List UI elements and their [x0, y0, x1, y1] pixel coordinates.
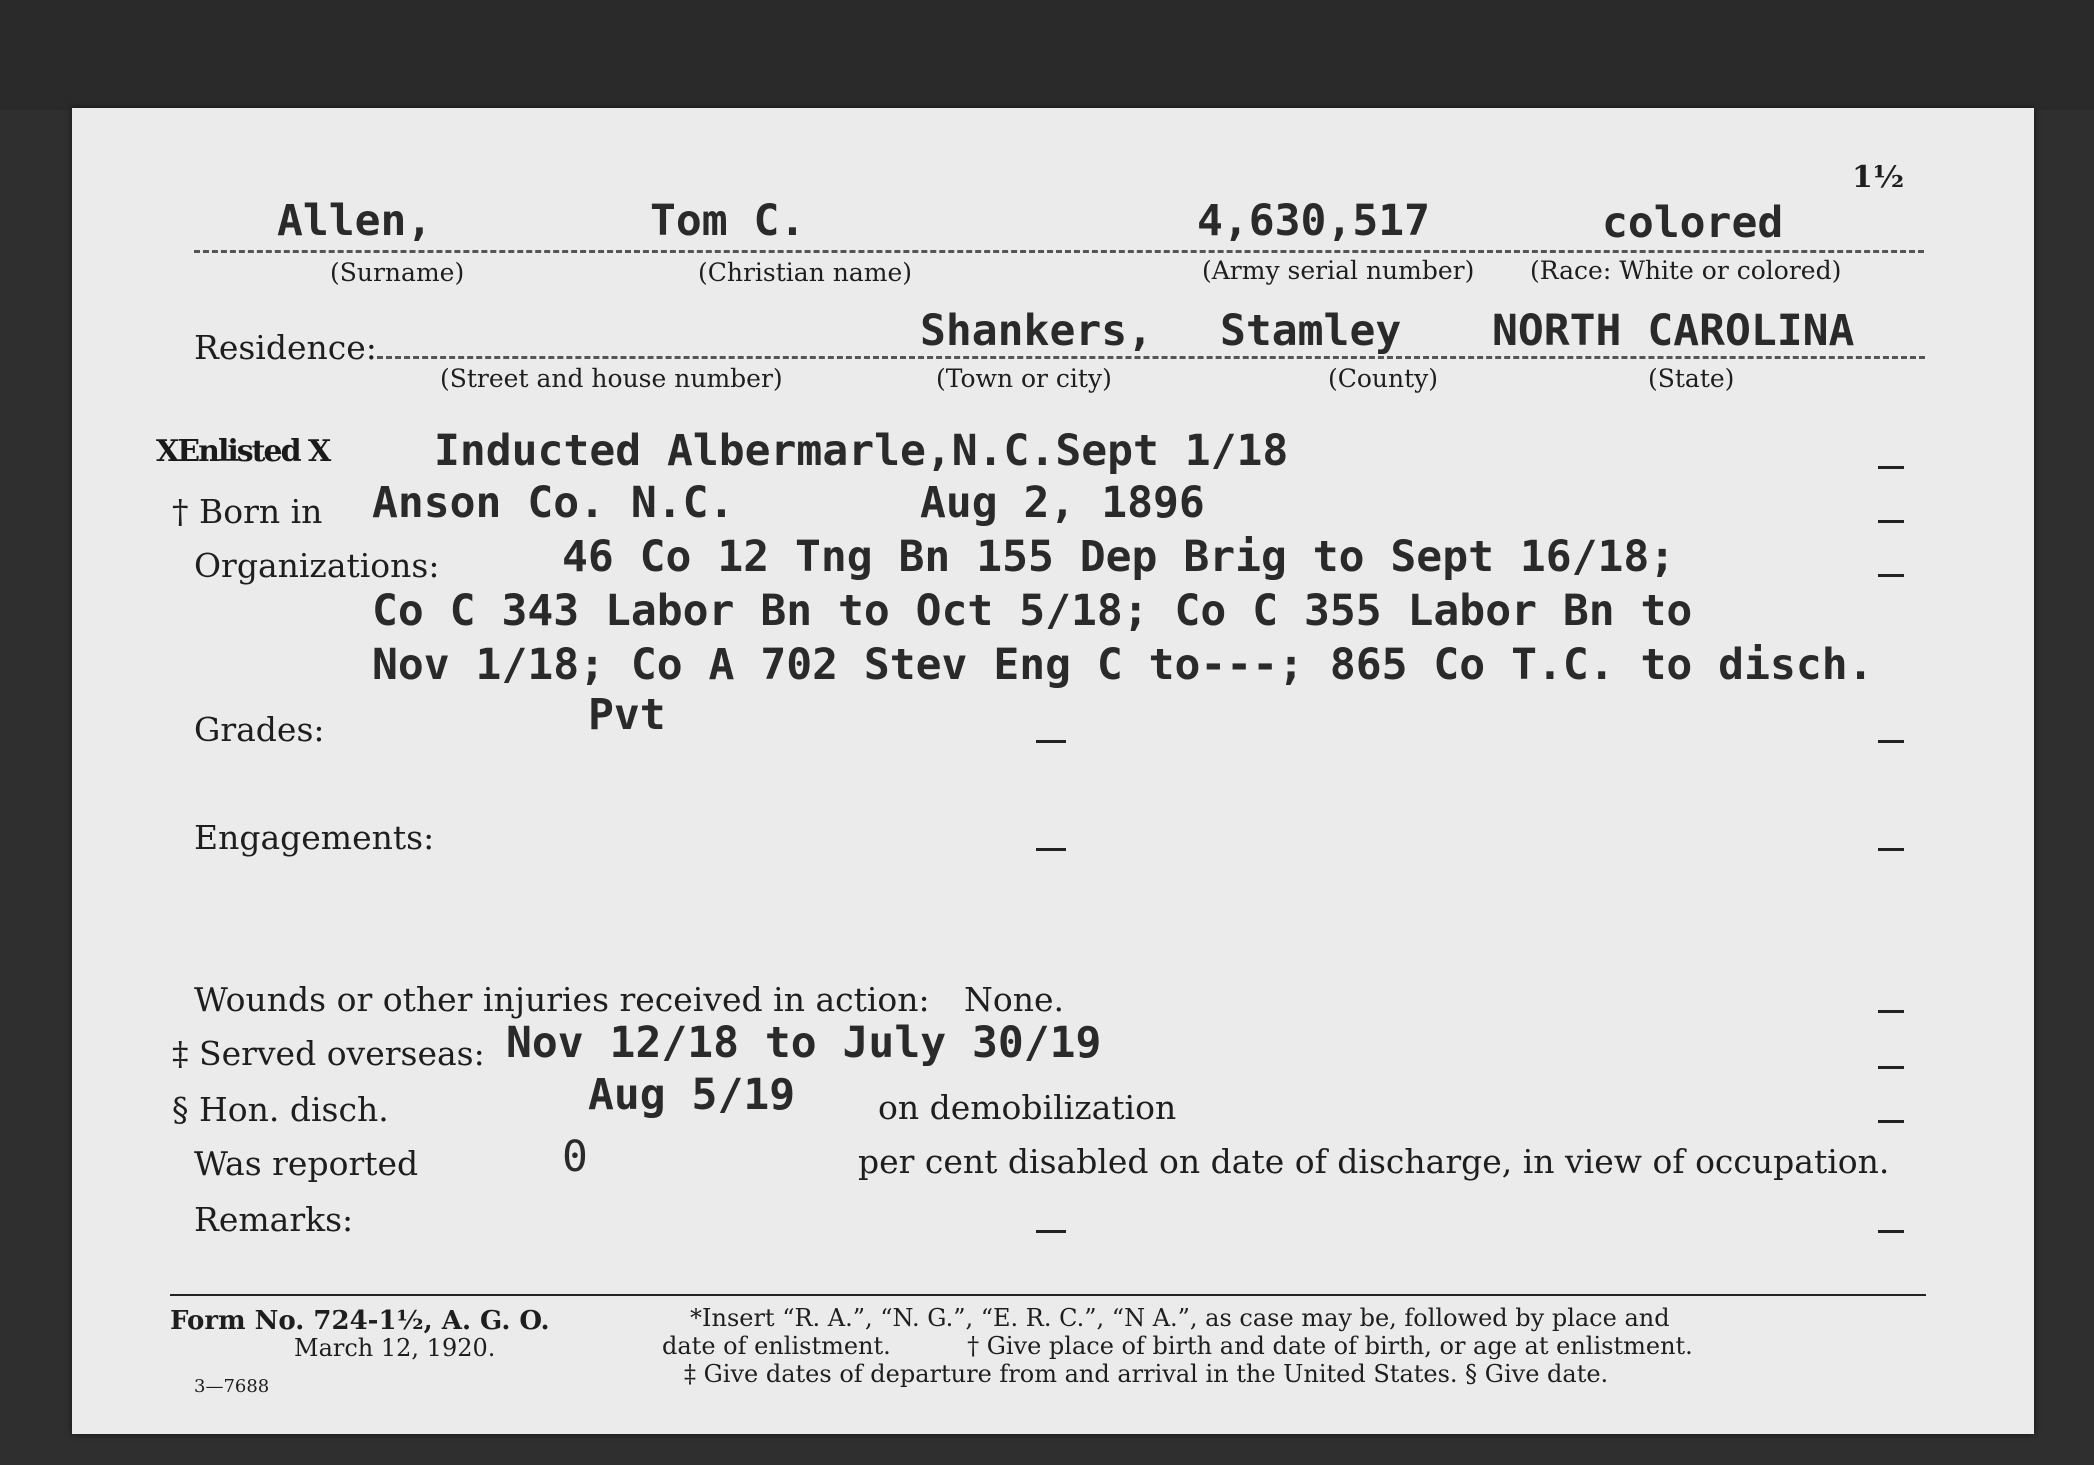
- enlisted-label-struck: XEnlisted X: [156, 434, 330, 469]
- wounds-label: Wounds or other injuries received in action:: [194, 980, 930, 1019]
- served-overseas-label: ‡ Served overseas:: [172, 1034, 485, 1073]
- margin-dash: [1878, 1010, 1904, 1013]
- hon-disch-label: § Hon. disch.: [172, 1090, 389, 1129]
- residence-dotted-line: [377, 356, 1925, 359]
- born-label: † Born in: [172, 492, 323, 531]
- surname-value: Allen,: [277, 196, 433, 246]
- service-record-card: [72, 108, 2034, 1434]
- organizations-label: Organizations:: [194, 546, 440, 585]
- margin-dash: [1878, 520, 1904, 523]
- margin-dash: [1878, 1120, 1904, 1123]
- serial-number-caption: (Army serial number): [1202, 256, 1475, 285]
- inducted-value: Inducted Albermarle,N.C.Sept 1/18: [434, 426, 1289, 476]
- margin-dash: [1878, 1066, 1904, 1069]
- footnote-line-2: date of enlistment. † Give place of birth and date of birth, or age at enlistment.: [662, 1332, 1693, 1360]
- center-dash: [1036, 848, 1066, 851]
- state-caption: (State): [1648, 364, 1735, 393]
- was-reported-label: Was reported: [194, 1144, 419, 1183]
- residence-county-value: Stamley: [1220, 306, 1402, 356]
- corner-mark: 1½: [1852, 160, 1905, 195]
- margin-dash: [1878, 740, 1904, 743]
- grades-label: Grades:: [194, 710, 325, 749]
- footnote-line-1: *Insert “R. A.”, “N. G.”, “E. R. C.”, “N A.”, as case may be, followed by place and: [690, 1304, 1670, 1332]
- center-dash: [1036, 1230, 1066, 1233]
- footer-rule: [170, 1294, 1926, 1296]
- organizations-line-1: 46 Co 12 Tng Bn 155 Dep Brig to Sept 16/18;: [562, 532, 1676, 582]
- remarks-label: Remarks:: [194, 1200, 354, 1239]
- form-number: Form No. 724-1½, A. G. O.: [170, 1306, 550, 1336]
- street-caption: (Street and house number): [440, 364, 783, 393]
- race-caption: (Race: White or colored): [1530, 256, 1842, 285]
- serial-number-value: 4,630,517: [1197, 196, 1430, 246]
- disability-percent-value: 0: [562, 1132, 588, 1182]
- hon-disch-note: on demobilization: [878, 1088, 1177, 1127]
- birth-date-value: Aug 2, 1896: [920, 478, 1205, 528]
- print-code: 3—7688: [194, 1376, 270, 1397]
- served-overseas-value: Nov 12/18 to July 30/19: [506, 1018, 1102, 1068]
- birth-place-value: Anson Co. N.C.: [372, 478, 735, 528]
- christian-name-caption: (Christian name): [698, 258, 913, 287]
- town-caption: (Town or city): [936, 364, 1112, 393]
- margin-dash: [1878, 1230, 1904, 1233]
- form-date: March 12, 1920.: [294, 1334, 496, 1362]
- surname-caption: (Surname): [330, 258, 465, 287]
- margin-dash: [1878, 574, 1904, 577]
- organizations-line-2: Co C 343 Labor Bn to Oct 5/18; Co C 355 Labor Bn to: [372, 586, 1693, 636]
- center-dash: [1036, 740, 1066, 743]
- race-value: colored: [1602, 198, 1784, 248]
- header-dotted-line: [194, 250, 1924, 253]
- christian-name-value: Tom C.: [650, 196, 806, 246]
- scan-background-top: [0, 0, 2094, 110]
- margin-dash: [1878, 848, 1904, 851]
- hon-disch-date: Aug 5/19: [588, 1070, 796, 1120]
- engagements-label: Engagements:: [194, 818, 435, 857]
- residence-town-value: Shankers,: [920, 306, 1153, 356]
- residence-state-value: NORTH CAROLINA: [1492, 306, 1855, 356]
- grades-value: Pvt: [588, 690, 666, 740]
- disability-note: per cent disabled on date of discharge, in view of occupation.: [858, 1142, 1890, 1181]
- organizations-line-3: Nov 1/18; Co A 702 Stev Eng C to---; 865 Co T.C. to disch.: [372, 640, 1874, 690]
- footnote-line-3: ‡ Give dates of departure from and arrival in the United States. § Give date.: [684, 1360, 1609, 1388]
- residence-label: Residence:: [194, 328, 377, 367]
- margin-dash: [1878, 466, 1904, 469]
- county-caption: (County): [1328, 364, 1439, 393]
- wounds-value: None.: [964, 980, 1065, 1019]
